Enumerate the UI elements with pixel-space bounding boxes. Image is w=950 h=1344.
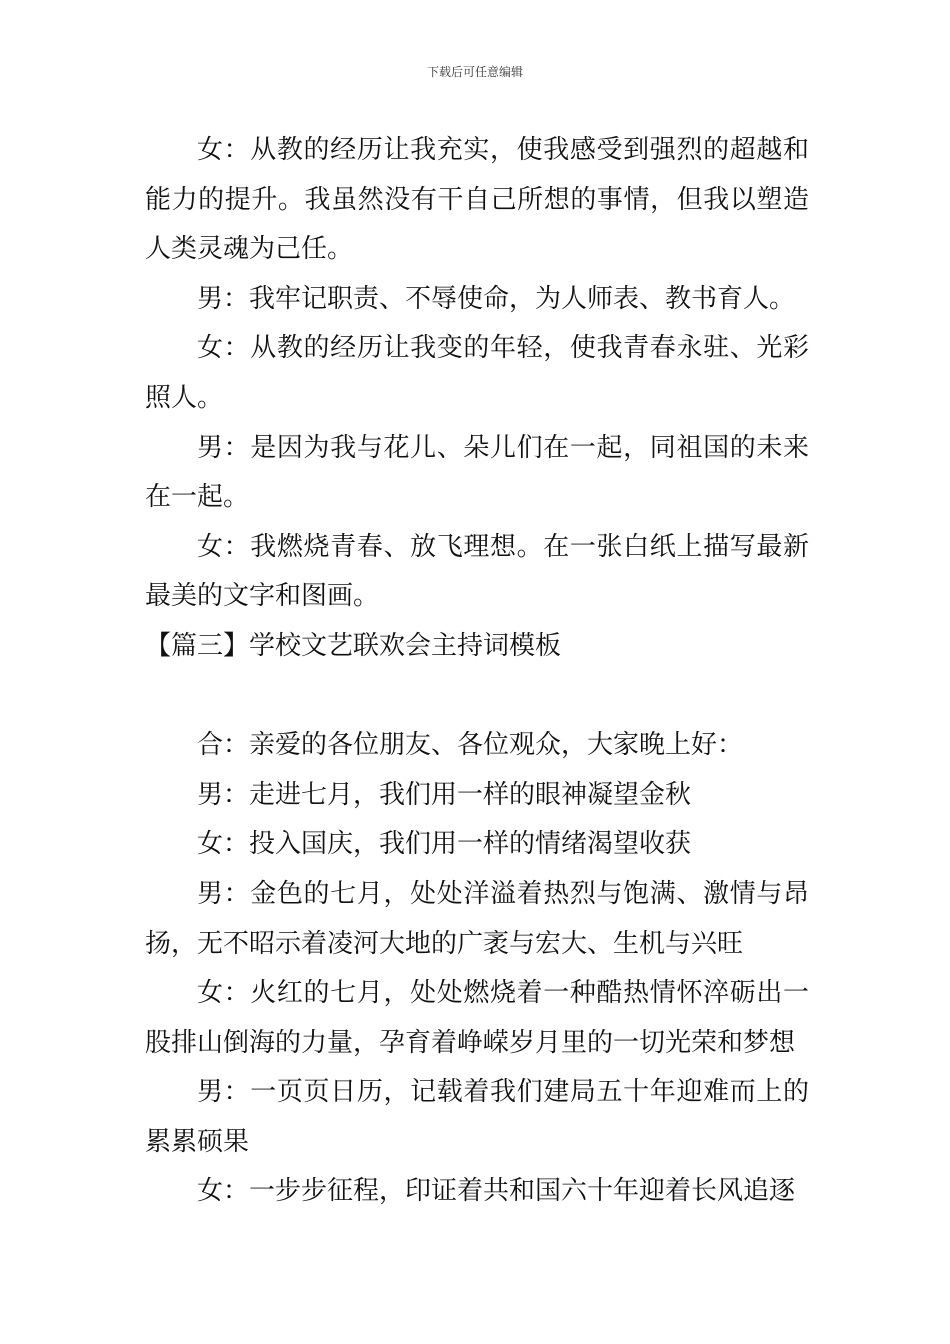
paragraph: 男：我牢记职责、不辱使命，为人师表、教书育人。 [197,283,796,314]
paragraph: 女：一步步征程，印证着共和国六十年迎着长风追逐 [197,1176,796,1207]
paragraph: 男：是因为我与花儿、朵儿们在一起，同祖国的未来在一起。 [145,432,809,513]
paragraph: 合：亲爱的各位朋友、各位观众，大家晚上好： [197,730,744,761]
paragraph: 男：走进七月，我们用一样的眼神凝望金秋 [197,779,692,810]
paragraph: 女：我燃烧青春、放飞理想。在一张白纸上描写最新最美的文字和图画。 [145,531,809,612]
page-header-note: 下载后可任意编辑 [426,65,523,79]
paragraph: 男：金色的七月，处处洋溢着热烈与饱满、激情与昂扬，无不昭示着凌河大地的广袤与宏大、生机与兴旺 [145,878,809,959]
document-body [145,126,809,1217]
paragraph: 女：从教的经历让我变的年轻，使我青春永驻、光彩照人。 [145,333,809,413]
paragraph: 女：从教的经历让我充实，使我感受到强烈的超越和能力的提升。我虽然没有干自己所想的事情，但我以塑造人类灵魂为己任。 [145,135,809,265]
paragraph: 女：火红的七月，处处燃烧着一种酷热情怀淬砺出一股排山倒海的力量，孕育着峥嵘岁月里的一切光荣和梦想 [145,978,809,1058]
paragraph: 女：投入国庆，我们用一样的情绪渴望收获 [197,829,692,860]
paragraph: 男：一页页日历，记载着我们建局五十年迎难而上的累累硕果 [145,1077,809,1157]
blank-line [145,672,809,722]
section-title: 【篇三】学校文艺联欢会主持词模板 [145,630,562,661]
